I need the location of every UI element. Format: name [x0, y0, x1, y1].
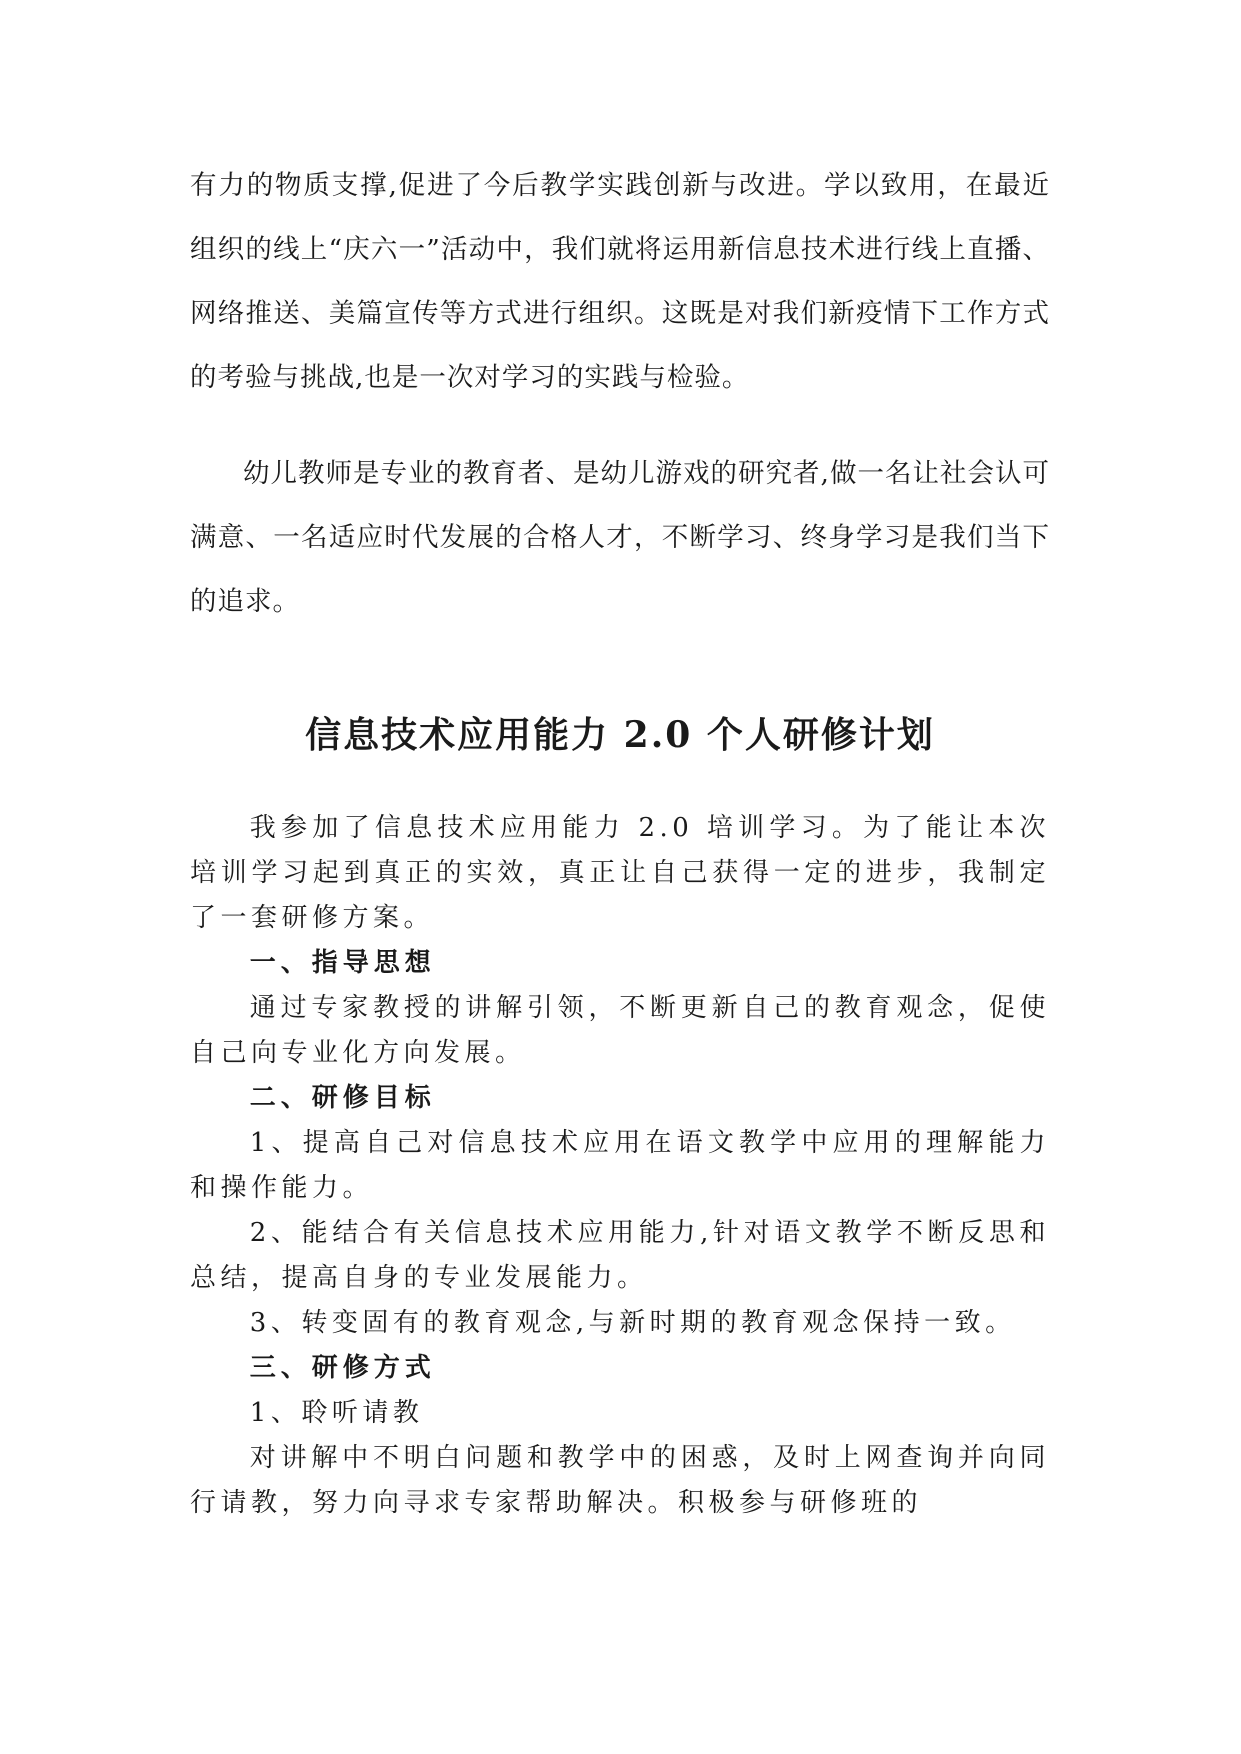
document-title: 信息技术应用能力 2.0 个人研修计划 — [305, 714, 935, 756]
goal-item-3: 3、转变固有的教育观念,与新时期的教育观念保持一致。 — [249, 1308, 1016, 1338]
guiding-thought-text: 通过专家教授的讲解引领，不断更新自己的教育观念，促使自己向专业化方向发展。 — [190, 993, 1050, 1068]
method-item-1-title: 1、聆听请教 — [249, 1398, 424, 1428]
paragraph-text: 幼儿教师是专业的教育者、是幼儿游戏的研究者,做一名让社会认可满意、一名适应时代发展的合格人才，不断学习、终身学习是我们当下的追求。 — [190, 458, 1050, 617]
section-heading-goals: 二、研修目标 — [249, 1083, 436, 1113]
section-heading-guiding-thought: 一、指导思想 — [249, 948, 436, 978]
section-heading-methods: 三、研修方式 — [249, 1353, 436, 1383]
plan-intro: 我参加了信息技术应用能力 2.0 培训学习。为了能让本次培训学习起到真正的实效，真正让自己获得一定的进步，我制定了一套研修方案。 — [190, 813, 1050, 933]
essay-paragraph-conclusion — [190, 442, 1050, 634]
goal-item-1: 1、提高自己对信息技术应用在语文教学中应用的理解能力和操作能力。 — [190, 1128, 1050, 1203]
essay-paragraph-continuation — [190, 154, 1050, 410]
method-item-1-text: 对讲解中不明白问题和教学中的困惑，及时上网查询并向同行请教，努力向寻求专家帮助解决。积极参与研修班的 — [190, 1443, 1050, 1518]
plan-body — [190, 806, 1050, 1526]
paragraph-text: 有力的物质支撑,促进了今后教学实践创新与改进。学以致用，在最近组织的线上“庆六一”活动中，我们就将运用新信息技术进行线上直播、网络推送、美篇宣传等方式进行组织。这既是对我们新疫情下工作方式的考验与挑战,也是一次对学习的实践与检验。 — [190, 170, 1050, 393]
goal-item-2: 2、能结合有关信息技术应用能力,针对语文教学不断反思和总结，提高自身的专业发展能力。 — [190, 1218, 1050, 1293]
